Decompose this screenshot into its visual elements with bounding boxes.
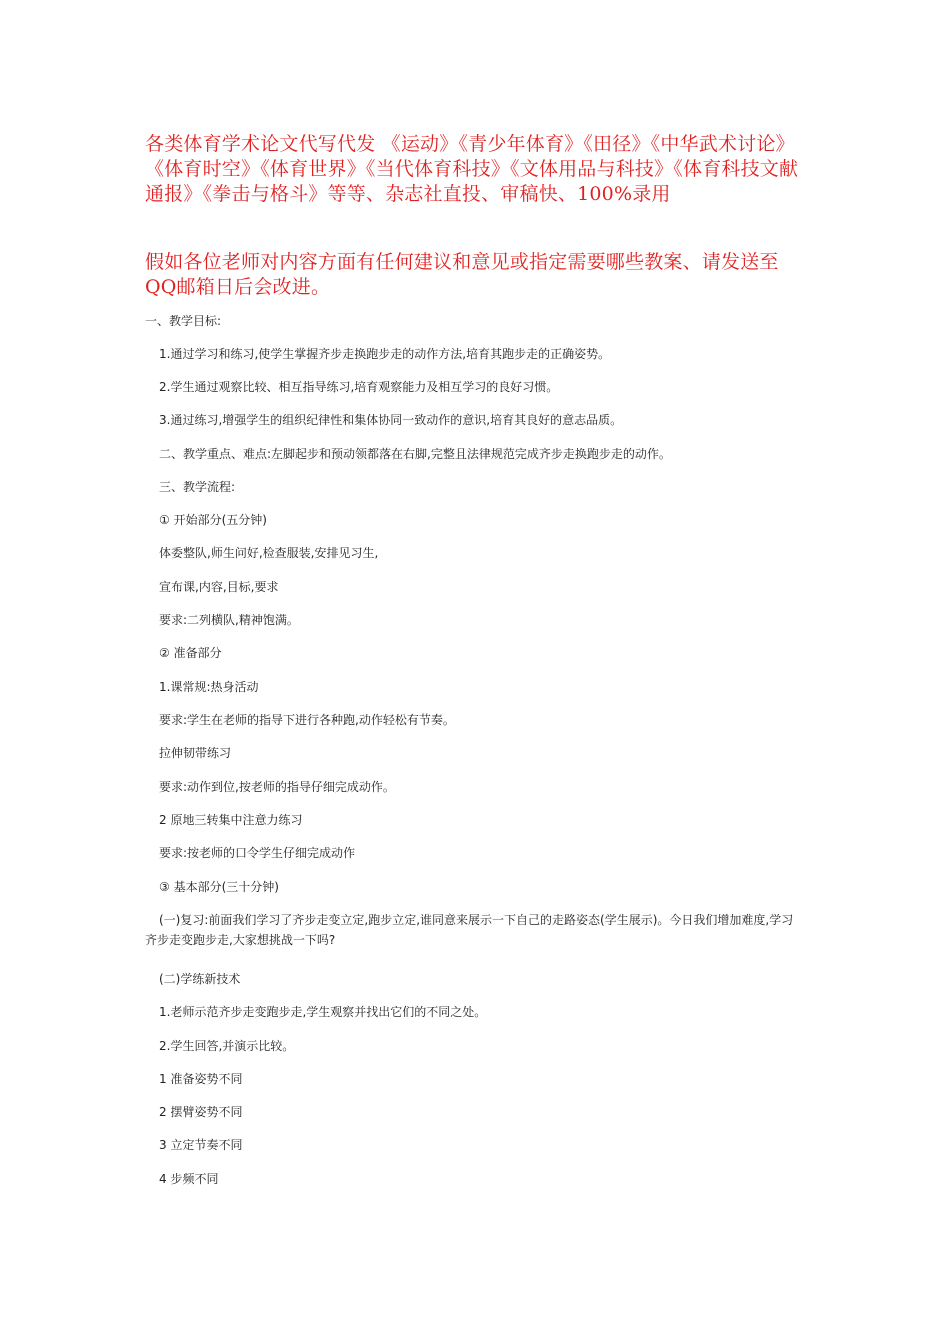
section-heading-flow: 三、教学流程: xyxy=(159,480,236,494)
text-line: 要求:学生在老师的指导下进行各种跑,动作轻松有节奏。 xyxy=(159,713,455,727)
text-line: 要求:按老师的口令学生仔细完成动作 xyxy=(159,846,356,860)
text-line: (二)学练新技术 xyxy=(159,972,241,986)
text-line: 宣布课,内容,目标,要求 xyxy=(159,580,279,594)
part-basic: ③ 基本部分(三十分钟) xyxy=(159,880,279,894)
review-paragraph: (一)复习:前面我们学习了齐步走变立定,跑步立定,谁同意来展示一下自己的走路姿态(学生展示)。今日我们增加难度,学习齐步走变跑步走,大家想挑战一下吗? xyxy=(145,913,794,947)
text-line: 体委整队,师生问好,检查服装,安排见习生, xyxy=(159,546,379,560)
part-preparation: ② 准备部分 xyxy=(159,646,222,660)
notice-text: 假如各位老师对内容方面有任何建议和意见或指定需要哪些教案、请发送至QQ邮箱日后会改进。 xyxy=(145,251,779,298)
list-item: 4 步频不同 xyxy=(159,1172,219,1186)
text-line: 要求:动作到位,按老师的指导仔细完成动作。 xyxy=(159,780,395,794)
objective-3: 3.通过练习,增强学生的组织纪律性和集体协同一致动作的意识,培育其良好的意志品质。 xyxy=(159,413,623,427)
objective-2: 2.学生通过观察比较、相互指导练习,培育观察能力及相互学习的良好习惯。 xyxy=(159,380,559,394)
text-line: 拉伸韧带练习 xyxy=(159,746,232,760)
part-opening: ① 开始部分(五分钟) xyxy=(159,513,267,527)
text-line: 1.课常规:热身活动 xyxy=(159,680,259,694)
advertisement-text: 各类体育学术论文代写代发 《运动》《青少年体育》《田径》《中华武术讨论》《体育时空》《体育世界》《当代体育科技》《文体用品与科技》《体育科技文献通报》《拳击与格斗》等等、杂志社直投、审稿快、100%录用 xyxy=(145,133,799,205)
text-line: 2.学生回答,并演示比较。 xyxy=(159,1039,295,1053)
list-item: 3 立定节奏不同 xyxy=(159,1138,243,1152)
objective-1: 1.通过学习和练习,使学生掌握齐步走换跑步走的动作方法,培育其跑步走的正确姿势。 xyxy=(159,347,611,361)
text-line: 2 原地三转集中注意力练习 xyxy=(159,813,303,827)
section-key-points: 二、教学重点、难点:左脚起步和预动领都落在右脚,完整且法律规范完成齐步走换跑步走的动作。 xyxy=(159,447,671,461)
list-item: 1 准备姿势不同 xyxy=(159,1072,243,1086)
text-line: 1.老师示范齐步走变跑步走,学生观察并找出它们的不同之处。 xyxy=(159,1005,487,1019)
text-line: 要求:二列横队,精神饱满。 xyxy=(159,613,299,627)
section-heading-objectives: 一、教学目标: xyxy=(145,314,222,328)
list-item: 2 摆臂姿势不同 xyxy=(159,1105,243,1119)
